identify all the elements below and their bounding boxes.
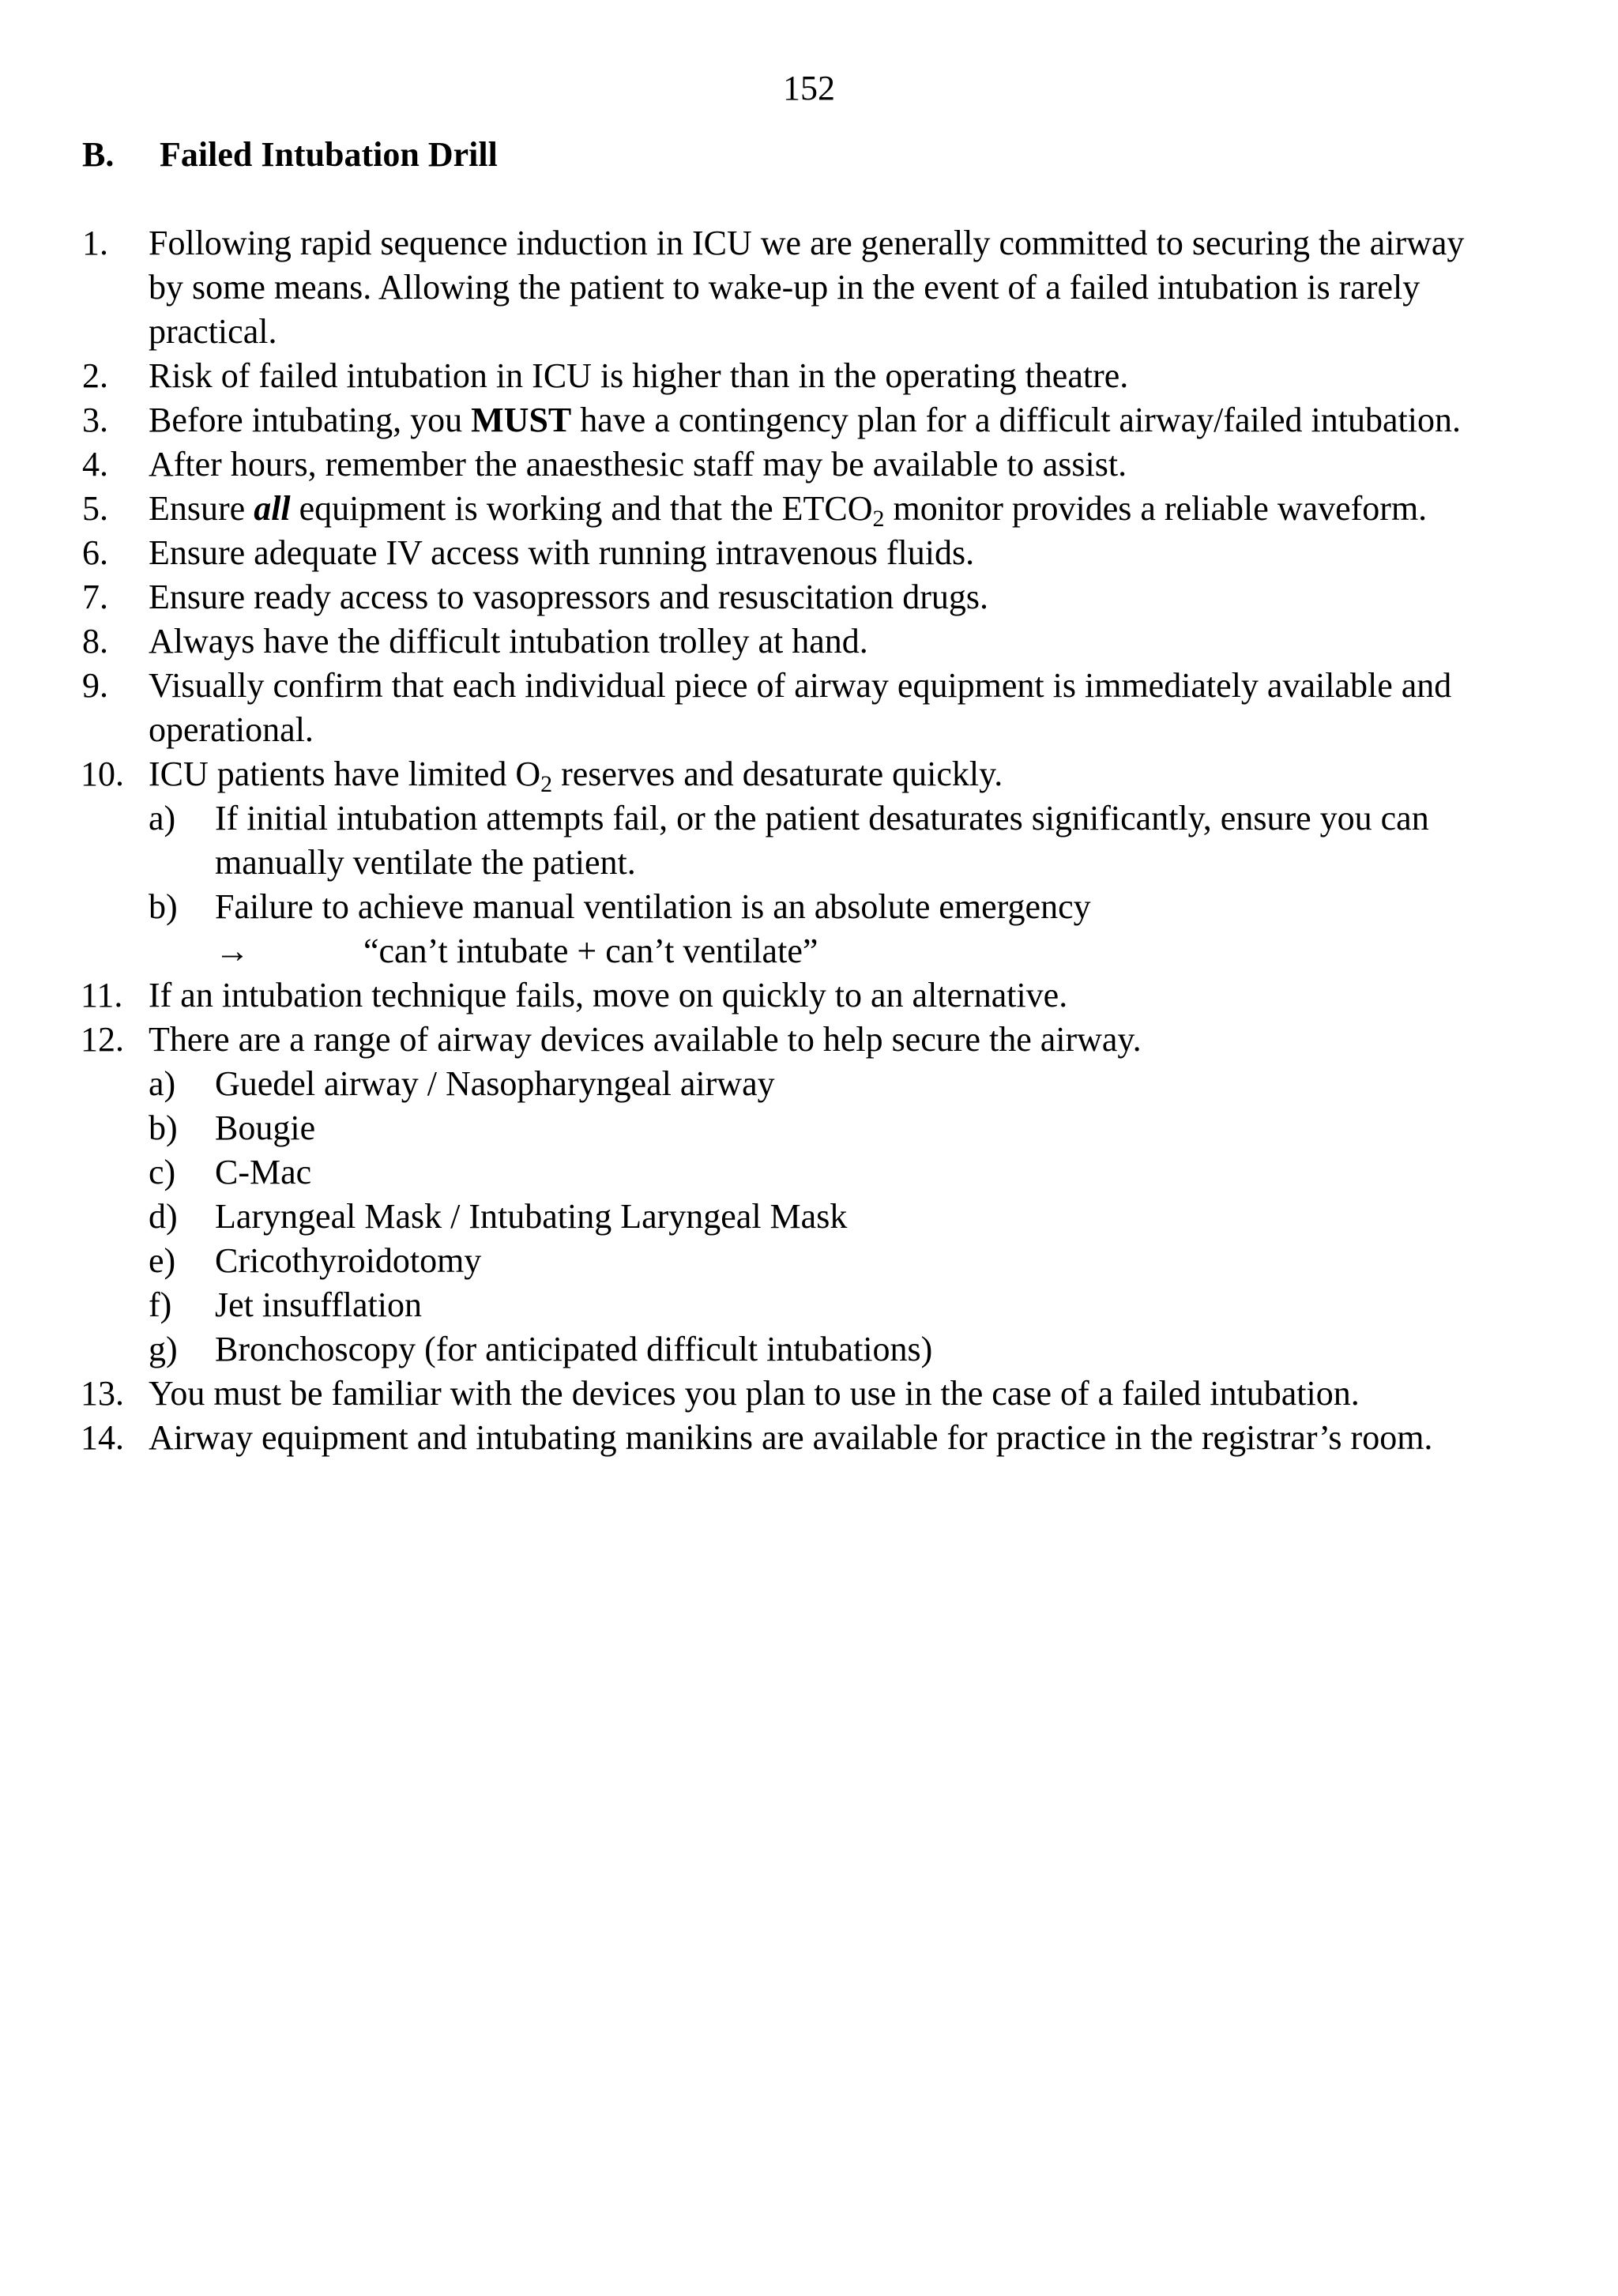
item-number: 3.	[82, 401, 108, 439]
item-emphasis-must: MUST	[471, 401, 572, 439]
list-item-8	[82, 619, 1504, 664]
sub-item-letter: e)	[149, 1241, 176, 1280]
list-item-4	[82, 442, 1504, 487]
item-text: Ensure adequate IV access with running intravenous fluids.	[149, 533, 975, 572]
sub-item-b	[149, 885, 1504, 929]
subscript-2: 2	[872, 506, 885, 532]
item-number: 5.	[82, 489, 108, 528]
item-text: Ensure ready access to vasopressors and resuscitation drugs.	[149, 578, 989, 616]
sub-item-text: Guedel airway / Nasopharyngeal airway	[215, 1064, 775, 1103]
section-title: Failed Intubation Drill	[160, 135, 498, 174]
item-number: 4.	[82, 445, 108, 484]
item-number: 13.	[81, 1374, 124, 1413]
list-item-14	[82, 1416, 1504, 1460]
right-arrow-icon: →	[215, 932, 250, 970]
sub-item-letter: b)	[149, 1108, 178, 1147]
sub-item-letter: b)	[149, 887, 178, 926]
sub-item-letter: d)	[149, 1197, 178, 1236]
list-item-7	[82, 575, 1504, 619]
sub-item-text: Laryngeal Mask / Intubating Laryngeal Mask	[215, 1197, 848, 1236]
item-number: 6.	[82, 533, 108, 572]
list-item-12	[82, 1018, 1504, 1372]
item-text: Visually confirm that each individual piece of airway equipment is immediately available and operational.	[149, 666, 1452, 749]
item-text-mid: equipment is working and that the ETCO	[290, 489, 873, 528]
sub-item-text: Failure to achieve manual ventilation is an absolute emergency	[215, 887, 1091, 926]
item-text: You must be familiar with the devices you plan to use in the case of a failed intubation.	[149, 1374, 1360, 1413]
list-item-3	[82, 398, 1504, 442]
list-item-1	[82, 221, 1504, 354]
sub-item-b	[149, 1106, 1504, 1150]
sub-item-letter: f)	[149, 1285, 172, 1324]
sub-item-d	[149, 1195, 1504, 1239]
sub-item-letter: g)	[149, 1330, 178, 1368]
item-text: There are a range of airway devices available to help secure the airway.	[149, 1020, 1142, 1059]
item-number: 8.	[82, 622, 108, 661]
subscript-2: 2	[540, 771, 553, 797]
item-text-pre: Before intubating, you	[149, 401, 472, 439]
item-text: If an intubation technique fails, move on quickly to an alternative.	[149, 976, 1068, 1014]
list-item-9	[82, 664, 1504, 752]
sub-item-text: Bronchoscopy (for anticipated difficult intubations)	[215, 1330, 933, 1368]
item-text-pre: ICU patients have limited O	[149, 755, 541, 793]
item-text: Airway equipment and intubating manikins are available for practice in the registrar’s room.	[149, 1418, 1433, 1457]
item-text: Following rapid sequence induction in ICU we are generally committed to securing the airway by some means. Allowing the patient to wake-up in the event of a failed intubation is rarely practical.	[149, 224, 1465, 351]
item-text-post: have a contingency plan for a difficult airway/failed intubation.	[571, 401, 1461, 439]
item-number: 10.	[81, 755, 124, 793]
item-number: 12.	[81, 1020, 124, 1059]
cant-intubate-quote: “can’t intubate + can’t ventilate”	[363, 932, 818, 970]
list-item-10	[82, 752, 1504, 973]
sub-item-text: If initial intubation attempts fail, or the patient desaturates significantly, ensure you can manually ventilate the patient.	[215, 799, 1429, 882]
sub-item-text: C-Mac	[215, 1153, 312, 1191]
item-number: 14.	[81, 1418, 124, 1457]
section-letter: B.	[82, 135, 115, 174]
sub-item-letter: a)	[149, 1064, 176, 1103]
sub-item-text: Jet insufflation	[215, 1285, 422, 1324]
item-text-post: reserves and desaturate quickly.	[552, 755, 1003, 793]
sub-list	[149, 1062, 1504, 1372]
item-number: 7.	[82, 578, 108, 616]
sub-item-a	[149, 1062, 1504, 1106]
sub-list	[149, 796, 1504, 973]
sub-item-text: Bougie	[215, 1108, 316, 1147]
list-item-13	[82, 1372, 1504, 1416]
list-item-11	[82, 973, 1504, 1018]
sub-item-text: Cricothyroidotomy	[215, 1241, 482, 1280]
page-number: 152	[783, 69, 835, 107]
item-number: 1.	[82, 224, 108, 262]
sub-item-f	[149, 1283, 1504, 1327]
sub-item-a	[149, 796, 1504, 885]
item-text: After hours, remember the anaesthesic staff may be available to assist.	[149, 445, 1127, 484]
item-number: 11.	[81, 976, 123, 1014]
section-heading	[82, 133, 498, 177]
item-text-post: monitor provides a reliable waveform.	[884, 489, 1428, 528]
list-item-5	[82, 487, 1504, 531]
item-number: 9.	[82, 666, 108, 705]
sub-item-letter: a)	[149, 799, 176, 837]
item-number: 2.	[82, 356, 108, 395]
list-item-6	[82, 531, 1504, 575]
sub-item-letter: c)	[149, 1153, 176, 1191]
numbered-list	[82, 221, 1504, 1460]
item-text: Risk of failed intubation in ICU is higher than in the operating theatre.	[149, 356, 1129, 395]
list-item-2	[82, 354, 1504, 398]
arrow-line	[149, 929, 1504, 973]
sub-item-g	[149, 1327, 1504, 1372]
item-text: Always have the difficult intubation trolley at hand.	[149, 622, 868, 661]
item-emphasis-all: all	[254, 489, 291, 528]
sub-item-e	[149, 1239, 1504, 1283]
item-text-pre: Ensure	[149, 489, 254, 528]
sub-item-c	[149, 1150, 1504, 1195]
